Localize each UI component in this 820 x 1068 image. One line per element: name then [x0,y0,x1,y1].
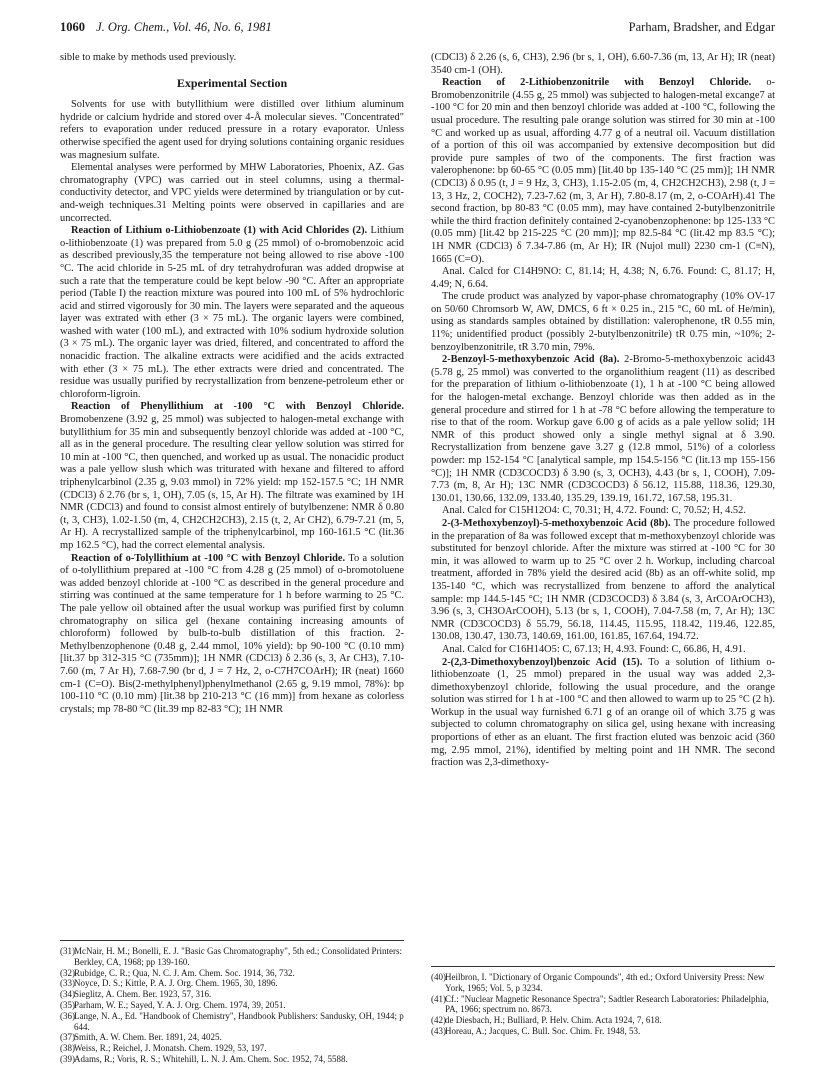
footnote-text: Lange, N. A., Ed. "Handbook of Chemistry", Handbook Publishers: Sandusky, OH, 1944; p 644. [74,1010,404,1032]
footnote [60,968,404,979]
paragraph-compound-8b [431,518,775,644]
footnote-text: Noyce, D. S.; Kittle, P. A. J. Org. Chem. 1965, 30, 1896. [74,978,278,989]
paragraph-body: To a solution of o-tolyllithium prepared at -100 °C from 4.28 g (25 mmol) of o-bromotoluene was added benzoyl chloride at -100 °C as described in the general procedure and stirring was continued at the same temperature for 1 h before warming to 25 °C. The pale yellow oil obtained after the usual workup was purified first by column chromatography on silica gel (hexane containing increasing amounts of chloroform) followed by bulb-to-bulb distillation of this fraction. 2-Methylbenzophenone (0.48 g, 2.44 mmol, 10% yield): bp 90-100 °C (0.10 mm) [lit.37 bp 312-315 °C (735mm)]; 1H NMR (CDCl3) δ 2.36 (s, 3, Ar CH3), 7.10-7.60 (m, 7 Ar H), 7.68-7.90 (br d, J = 7 Hz, 2, o-C7H7COArH); IR (neat) 1660 cm-1 (C=O). Bis(2-methylphenyl)phenylmethanol (2.65 g, 9.19 mmol, 78%): bp 100-110 °C (0.10 mm) [lit.38 bp 210-213 °C (16 mm)] from hexane as colorless crystals; mp 78-80 °C (lit.39 mp 82-83 °C); 1H NMR [60,552,404,715]
footnote-number: (34) [60,989,75,1000]
page-number: 1060 [60,20,85,34]
right-column [431,52,775,770]
run-in-heading: Reaction of Lithium o-Lithiobenzoate (1) with Acid Chlorides (2). [71,225,368,237]
run-in-heading: Reaction of 2-Lithiobenzonitrile with Benzoyl Chloride. [442,77,752,89]
analysis-cyanobenzophenone: Anal. Calcd for C14H9NO: C, 81.14; H, 4.38; N, 6.76. Found: C, 81.17; H, 4.49; N, 6.64. [431,266,775,290]
run-in-heading: 2-Benzoyl-5-methoxybenzoic Acid (8a). [442,354,620,366]
running-head-left [60,20,272,35]
paragraph-tolyllithium [60,553,404,717]
analysis-8b: Anal. Calcd for C16H14O5: C, 67.13; H, 4.93. Found: C, 66.86, H, 4.91. [442,643,746,655]
footnote-number: (36) [60,1010,75,1021]
footnote [60,989,404,1000]
footnotes-left [60,932,404,1065]
paragraph-analyses: Elemental analyses were performed by MHW Laboratories, Phoenix, AZ. Gas chromatography (VPC) was carried out in steel columns, using a thermal-conductivity detector, and VPC yields were determined by triangulation or by cut-and-weigh techniques.31 Melting points were observed in capillaries and are uncorrected. [60,162,404,224]
run-in-heading: 2-(3-Methoxybenzoyl)-5-methoxybenzoic Acid (8b). [442,517,671,529]
run-in-heading: Reaction of Phenyllithium at -100 °C with Benzoyl Chloride. [71,401,404,413]
footnote [60,1000,404,1011]
footnote-number: (38) [60,1043,75,1054]
paragraph-body: To a solution of lithium o-lithiobenzoate (1, 25 mmol) prepared in the usual way was added 2,3-dimethoxybenzoyl chloride, following the usual procedure, and the orange solution was stirred for 1 h at -100 °C and then allowed to warm up to 25 °C (2 h). Workup in the usual way furnished 6.71 g of an orange oil of which 3.75 g was subjected to column chromatography on silica gel, using hexane with increasing proportions of ether as an eluant. The first fraction eluted was benzoic acid (360 mg, 2.95 mmol, 21%), identified by melting point and 1H NMR. The second fraction was 2,3-dimethoxy- [431,656,776,769]
footnote [60,1043,404,1054]
footnote-number: (32) [60,967,75,978]
footnote-text: Horeau, A.; Jacques, C. Bull. Soc. Chim. Fr. 1948, 53. [445,1025,641,1036]
footnote [60,1032,404,1043]
paragraph-body: The procedure followed in the preparation of 8a was followed except that m-methoxybenzoyl chloride was substituted for benzoyl chloride. After the mixture was stirred at -100 °C for 30 min, it was allowed to warm up to 25 °C over 2 h. Workup, including charcoal treatment, afforded in 78% yield the desired acid (8b) as an off-white solid, mp 135-140 °C, which was recrystallized from benzene to afford the analytical sample: mp 144.5-145 °C; 1H NMR (CD3COCD3) δ 3.84 (s, 3, ArCOArOCH3), 3.96 (s, 3, CH3OArCOOH), 5.13 (br s, 1, COOH), 7.04-7.58 (m, 7, Ar H); 13C NMR (CD3COCD3) δ 55.79, 56.18, 114.45, 115.95, 118.42, 119.46, 122.85, 130.08, 130.47, 130.73, 140.69, 161.00, 161.85, 167.64, 194.72. [431,517,775,643]
footnote-text: Smith, A. W. Chem. Ber. 1891, 24, 4025. [74,1032,222,1043]
footnote-text: Rubidge, C. R.; Qua, N. C. J. Am. Chem. Soc. 1914, 36, 732. [74,967,295,978]
footnote [60,1054,404,1065]
paragraph-body: 2-Bromo-5-methoxybenzoic acid43 (5.78 g, 25 mmol) was converted to the organolithium reagent (11) as described for the preparation of lithium o-lithiobenzoate (1), 1 h at -100 °C being allowed for the halogen-metal exchange. Benzoyl chloride was then added as in the general procedure and stirred for 1 h at -78 °C before allowing the temperature to rise to that of the room. Workup gave 6.00 g of acids as a pale yellow solid; 1H NMR of this product showed only a single methyl signal at δ 3.90. Recrystallization from benzene gave 3.27 g (12.8 mmol, 51%) of a colorless powder: mp 152-154 °C [analytical sample, mp 154.5-156 °C (lit.13 mp 155-156 °C)]; 1H NMR (CD3COCD3) δ 3.90 (s, 3, OCH3), 4.43 (br s, 1, COOH), 7.09-7.73 (m, 8, Ar H); 13C NMR (CD3COCD3) δ 56.12, 115.88, 118.36, 129.30, 130.01, 130.66, 132.09, 133.40, 135.29, 139.19, 161.72, 167.58, 195.31. [431,354,775,504]
journal-citation: J. Org. Chem., Vol. 46, No. 6, 1981 [96,20,272,34]
run-in-heading: Reaction of o-Tolyllithium at -100 °C with Benzoyl Chloride. [71,552,346,564]
paragraph-compound-15 [431,657,775,770]
footnote-number: (31) [60,946,75,956]
footnote-number: (39) [60,1053,75,1064]
footnote-text: Heilbron, I. "Dictionary of Organic Compounds", 4th ed.; Oxford University Press: New York, 1965; Vol. 5, p 3234. [445,972,765,993]
run-in-heading: 2-(2,3-Dimethoxybenzoyl)benzoic Acid (15). [442,656,643,668]
footnote-text: de Diesbach, H.; Bulliard, P. Helv. Chim. Acta 1924, 7, 618. [445,1015,662,1026]
paragraph-compound-8a [431,354,775,505]
footnote-text: Adams, R.; Voris, R. S.; Whitehill, L. N. J. Am. Chem. Soc. 1952, 74, 5588. [74,1053,348,1064]
paragraph-lithiobenzonitrile [431,77,775,266]
footnote [60,1011,404,1033]
footnote [431,972,775,994]
running-head [60,20,775,38]
footnote-number: (35) [60,999,75,1010]
paragraph-body: Lithium o-lithiobenzoate (1) was prepared from 5.0 g (25 mmol) of o-bromobenzoic acid as described previously,35 the temperature not being allowed to rise above -100 °C. The acid chloride in 5-25 mL of dry tetrahydrofuran was added dropwise at such a rate that the temperature could be kept below -90 °C. After an appropriate period (Table I) the reaction mixture was poured into 100 mL of 5% hydrochloric acid and stirred vigorously for 30 min. The layers were separated and the aqueous layer was extrated with ether (3 × 75 mL). The organic layers were combined, washed with water (100 mL), and extracted with 10% sodium hydroxide solution (3 × 75 mL). The organic layer was dried, filtered, and concentrated to afford the nonacidic fraction. The alkaline extracts were acidified and the acids extracted with ether (3 × 75 mL). The ether extracts were dried and concentrated. The residue was usually purified by recrystallization from benzene-petroleum ether or chloroform-ligroin. [60,225,404,400]
paragraph-body: o-Bromobenzonitrile (4.55 g, 25 mmol) was subjected to halogen-metal excange7 at -100 °C for 20 min and then benzoyl chloride was added at -100 °C, following the usual procedure. The resulting pale orange solution was stirred for 30 min at -100 °C and worked up as usual, affording 4.77 g of a neutral oil. Vacuum distillation of a portion of this oil was accompanied by extensive decomposition but did provide pure samples of two of the components. The first fraction was valerophenone: bp 60-65 °C (0.05 mm) [lit.40 bp 135-140 °C (25 mm)]; 1H NMR (CDCl3) δ 0.95 (t, J = 9 Hz, 3, CH3), 1.15-2.05 (m, 4, CH2CH2CH3), 2.98 (t, J = 13, 3 Hz, 2, COCH2), 7.23-7.62 (m, 3, Ar H), 7.80-8.17 (m, 2, o-COArH).41 The second fraction, bp 80-83 °C (0.05 mm), may have contained 2-butylbenzonitrile while the third fraction definitely contained 2-cyanobenzophenone: bp 125-133 °C (0.05 mm) [lit.42 bp 215-225 °C (20 mm)]; mp 82.5-84 °C (lit.42 mp 83.5 °C); 1H NMR (CDCl3) δ 7.34-7.86 (m, Ar H); IR (Nujol mull) 2230 cm-1 (C≡N), 1665 (C=O). [431,77,775,265]
footnote [431,994,775,1016]
footnote-text: Cf.: "Nuclear Magnetic Resonance Spectra"; Sadtler Research Laboratories: Philadelphia, PA, 1966; spectrum no. 8673. [445,993,769,1015]
journal-page [60,20,776,1064]
left-column [60,52,404,716]
footnote-rule [431,966,775,967]
footnote-number: (40) [431,972,446,982]
footnote-number: (37) [60,1032,75,1043]
footnote-list [431,972,775,1037]
footnote [431,1015,775,1026]
paragraph-body: Bromobenzene (3.92 g, 25 mmol) was subjected to halogen-metal exchange with butyllithium for 35 min and subsequently benzoyl chloride was added at -100 °C, all as in the general procedure. The resulting clear yellow solution was stirred for 10 min at -100 °C, then quenched, and worked up as usual. The nonacidic product was a pale yellow slush which was triturated with hexane and filtered to afford triphenylcarbinol (2.35 g, 9.03 mmol) in 72% yield: mp 152-157.5 °C; 1H NMR (CDCl3) δ 2.76 (br s, 1, OH), 7.05 (s, 15, Ar H). The filtrate was examined by 1H NMR (CDCl3) and found to consist almost entirely of butylbenzene: NMR δ 0.80 (t, 3, CH3), 1.02-1.50 (m, 4, CH2CH2CH3), 2.15 (t, 2, Ar CH2), 6.79-7.21 (m, 5, Ar H). A recrystallized sample of the triphenylcarbinol, mp 160-161.5 °C (lit.36 mp 162.5 °C), had the correct elemental analysis. [60,414,404,551]
analysis-8a: Anal. Calcd for C15H12O4: C, 70.31; H, 4.72. Found: C, 70.52; H, 4.52. [442,505,746,517]
footnote [60,946,404,968]
footnote-text: Weiss, R.; Reichel, J. Monatsh. Chem. 1929, 53, 197. [74,1043,267,1054]
footnote [431,1026,775,1037]
running-head-authors: Parham, Bradsher, and Edgar [628,20,775,34]
footnote-number: (33) [60,978,75,989]
footnote-text: Sieglitz, A. Chem. Ber. 1923, 57, 316. [74,989,212,1000]
paragraph-continuation: (CDCl3) δ 2.26 (s, 6, CH3), 2.96 (br s, 1, OH), 6.60-7.36 (m, 13, Ar H); IR (neat) 3540 cm-1 (OH). [431,52,775,76]
footnote-text: Parham, W. E.; Sayed, Y. A. J. Org. Chem. 1974, 39, 2051. [74,999,286,1010]
footnote-number: (42) [431,1015,446,1026]
footnotes-right [431,958,775,1037]
footnote-rule [60,940,404,941]
intro-continuation: sible to make by methods used previously. [60,52,237,63]
footnote [60,978,404,989]
paragraph-solvents: Solvents for use with butyllithium were distilled over lithium aluminum hydride or calcium hydride and stored over 4-Å molecular sieves. "Concentrated" refers to evaporation under reduced pressure in a rotary evaporator. Unless otherwise specified the agent used for drying solutions containing organic residues was magnesium sulfate. [60,99,404,161]
footnote-number: (43) [431,1025,446,1036]
paragraph-vpc-analysis: The crude product was analyzed by vapor-phase chromatography (10% OV-17 on 50/60 Chromsorb W, AW, DMCS, 6 ft × 0.25 in., 215 °C, 60 mL of He/min), using as standards samples obtained by distillation: valerophenone, tR 0.55 min, 11%; unidentified product (possibly 2-butylbenzonitrile) tR 0.75 min, ~10%; 2-benzoylbenzonitrile, tR 3.70 min, 79%. [431,291,775,353]
section-title: Experimental Section [176,75,288,90]
paragraph-phenyllithium [60,401,404,552]
footnote-text: McNair, H. M.; Bonelli, E. J. "Basic Gas Chromatography", 5th ed.; Consolidated Printers: Berkley, CA, 1968; pp 139-160. [74,946,402,967]
footnote-list [60,946,404,1065]
footnote-number: (41) [431,993,446,1004]
paragraph-lithiobenzoate [60,225,404,401]
